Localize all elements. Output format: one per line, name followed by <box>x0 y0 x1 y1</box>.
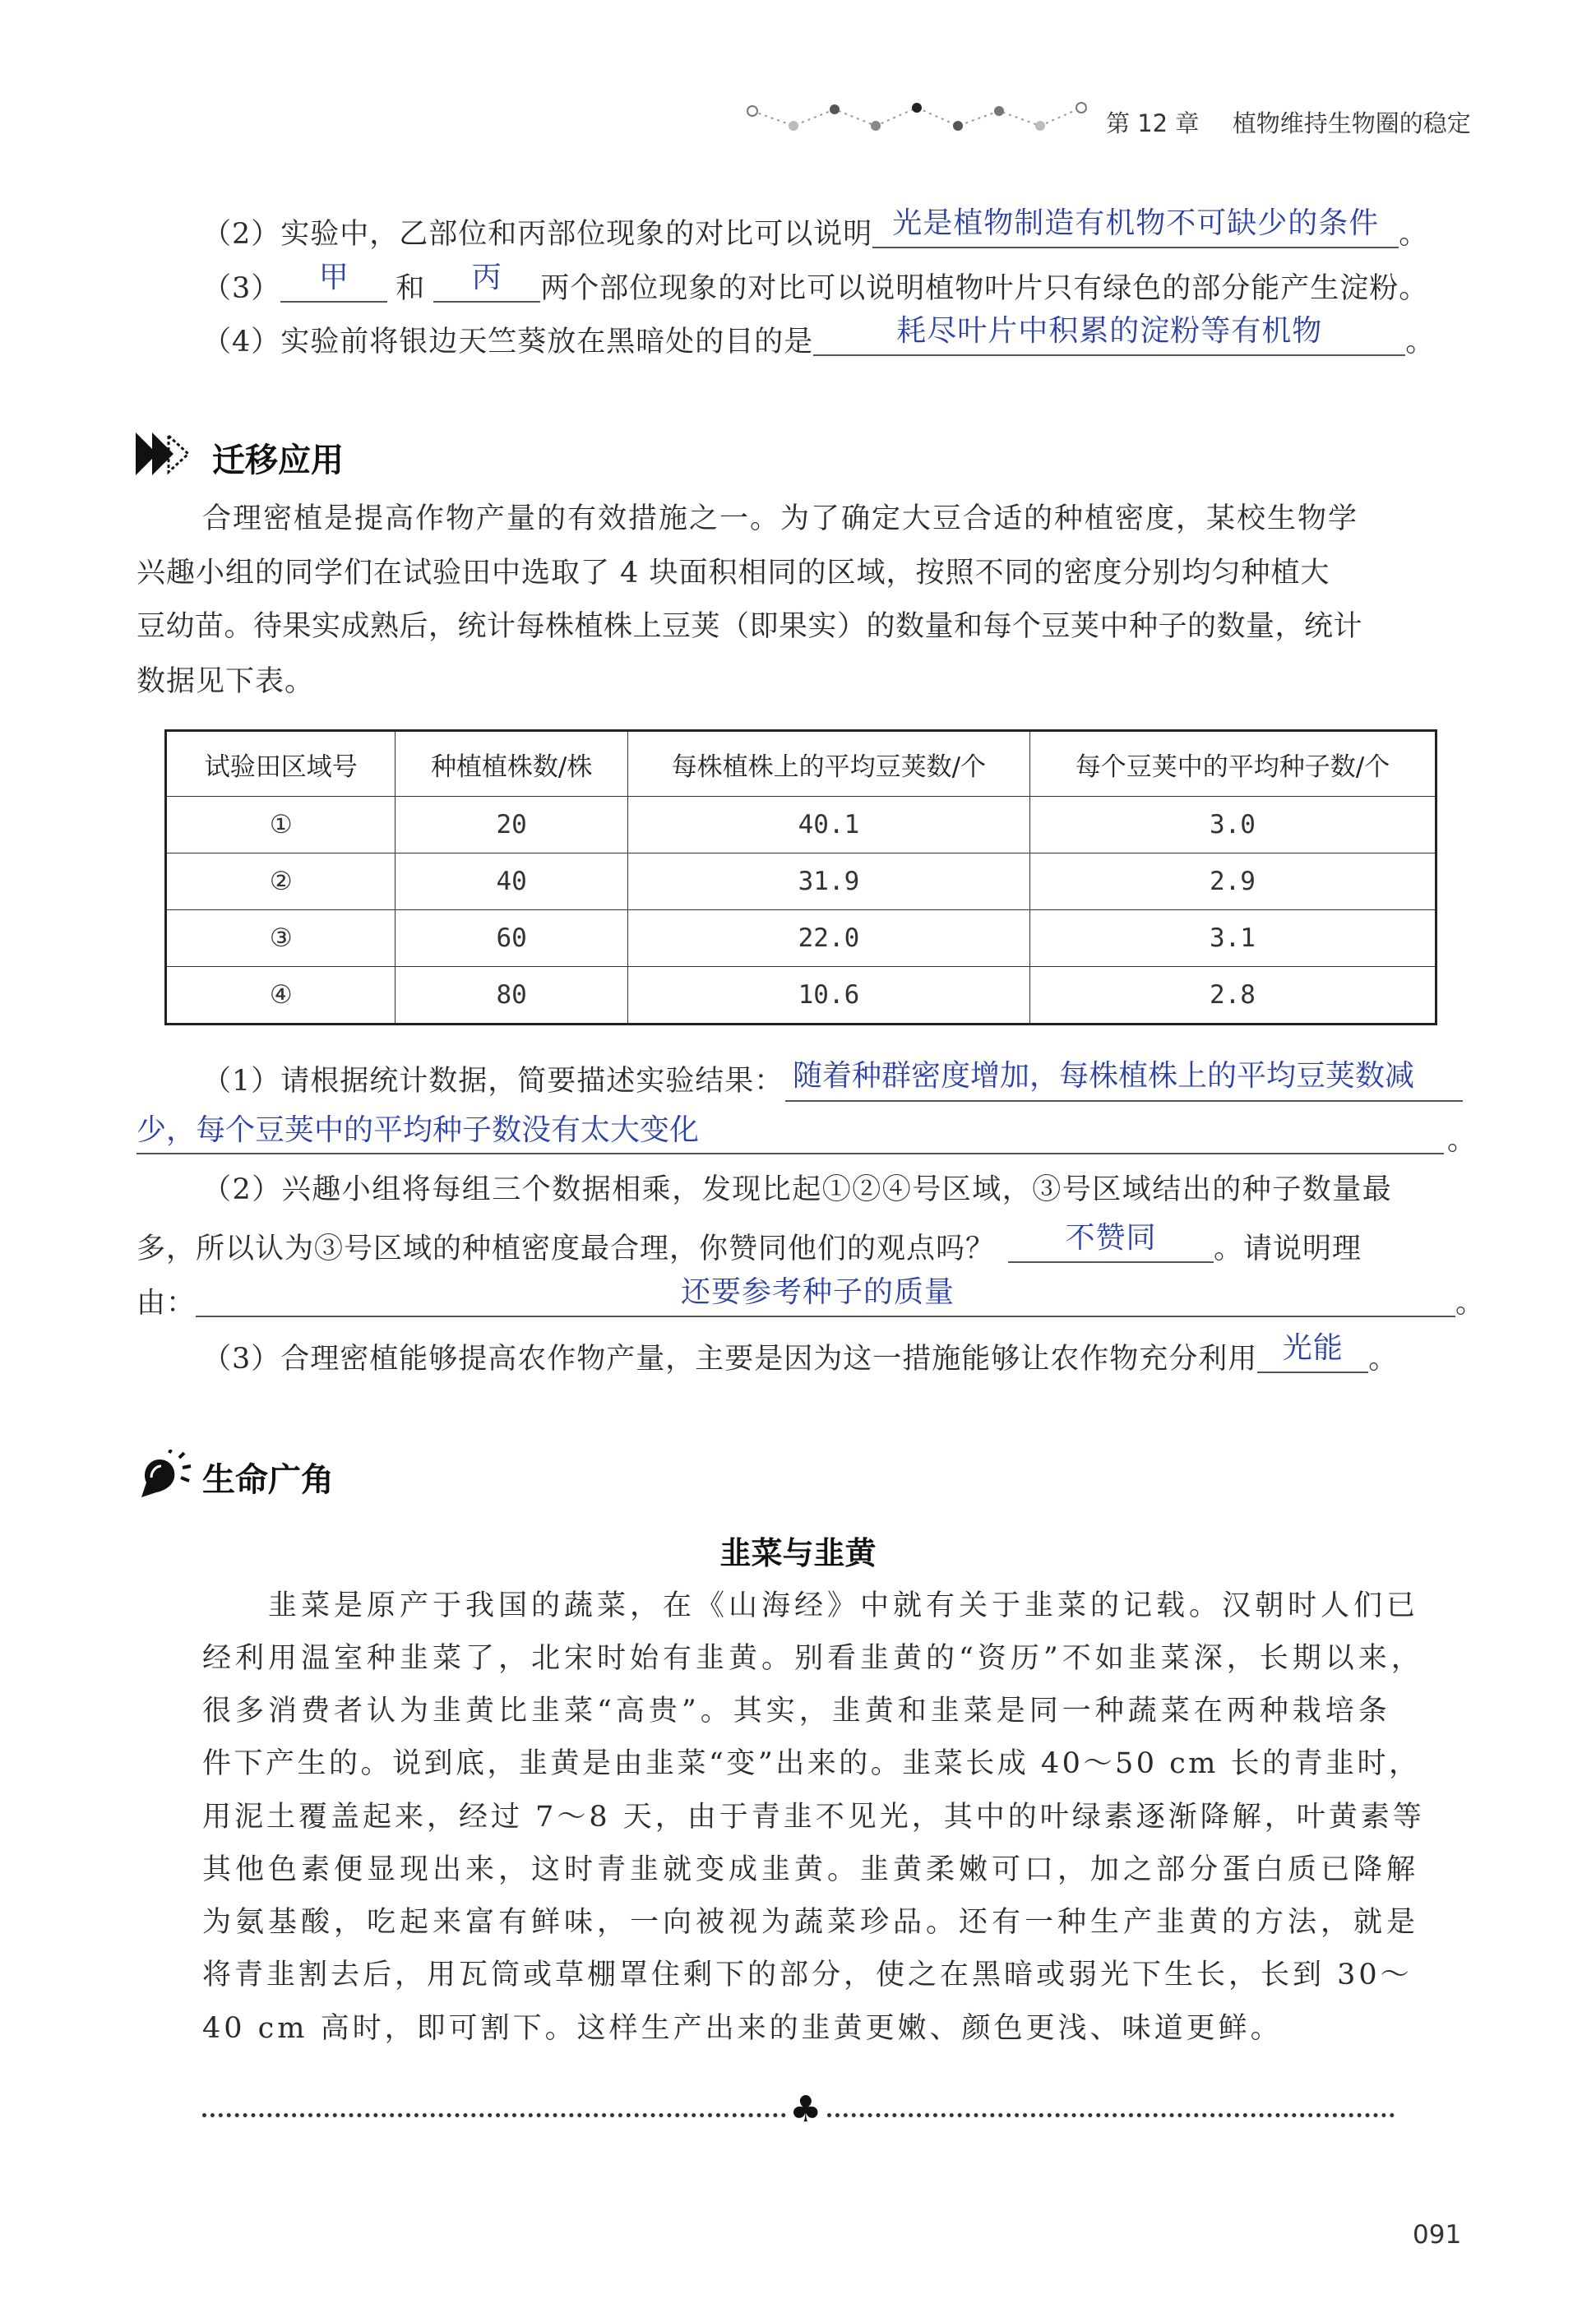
section-title-transfer: 迁移应用 <box>212 442 344 479</box>
question-4-suffix: 。 <box>1405 326 1436 358</box>
clover-icon: ♣ <box>789 2089 822 2130</box>
table-cell: ③ <box>166 910 396 967</box>
table-header-cell: 种植植株数/株 <box>396 731 627 797</box>
article-line: 经利用温室种韭菜了，北宋时始有韭黄。别看韭黄的“资历”不如韭菜深，长期以来， <box>202 1642 1424 1675</box>
answer-blank[interactable] <box>280 261 387 303</box>
transfer-question-1-text: （1）请根据统计数据，简要描述实验结果： <box>202 1065 784 1098</box>
question-4-text: （4）实验前将银边天竺葵放在黑暗处的目的是 <box>202 326 814 358</box>
chapter-header <box>1106 105 1471 139</box>
article-line: 很多消费者认为韭黄比韭菜“高贵”。其实，韭黄和韭菜是同一种蔬菜在两种栽培条 <box>202 1695 1391 1728</box>
table-row <box>166 910 1436 967</box>
transfer-question-2-line-2 <box>136 1221 1362 1265</box>
table-header-cell: 每个豆荚中的平均种子数/个 <box>1029 731 1436 797</box>
page-number: 091 <box>1413 2220 1462 2250</box>
question-3-conjunction: 和 <box>396 272 426 305</box>
table-cell: ① <box>166 797 396 853</box>
transfer-question-3-answer: 光能 <box>1282 1331 1344 1365</box>
answer-line[interactable] <box>785 1099 1463 1102</box>
table-header-cell: 每株植株上的平均豆荚数/个 <box>627 731 1029 797</box>
table-header-row <box>166 731 1436 797</box>
transfer-question-1-answer-line-1: 随着种群密度增加，每株植株上的平均豆荚数减 <box>793 1059 1415 1093</box>
table-cell: 60 <box>396 910 627 967</box>
question-3-text: 两个部位现象的对比可以说明植物叶片只有绿色的部分能产生淀粉。 <box>540 272 1429 305</box>
data-table <box>164 729 1437 1025</box>
divider-dotted-left <box>202 2113 786 2117</box>
transfer-question-2-answer: 不赞同 <box>1065 1221 1157 1255</box>
answer-blank[interactable] <box>813 314 1405 356</box>
table-cell: 22.0 <box>627 910 1029 967</box>
answer-line[interactable] <box>136 1151 1444 1154</box>
table-cell: 3.0 <box>1029 797 1436 853</box>
table-cell: 10.6 <box>627 967 1029 1025</box>
table-cell: 31.9 <box>627 853 1029 910</box>
answer-blank[interactable] <box>1008 1221 1214 1263</box>
transfer-question-2-text-suffix: 。请说明理 <box>1214 1233 1362 1265</box>
table-cell: 80 <box>396 967 627 1025</box>
transfer-question-1-suffix: 。 <box>1447 1124 1478 1157</box>
table-cell: 40.1 <box>627 797 1029 853</box>
question-2-text: （2）实验中，乙部位和丙部位现象的对比可以说明 <box>202 218 873 251</box>
table-cell: 2.9 <box>1029 853 1436 910</box>
table-cell: ④ <box>166 967 396 1025</box>
table-cell: ② <box>166 853 396 910</box>
table-cell: 20 <box>396 797 627 853</box>
section-title-life: 生命广角 <box>202 1461 334 1499</box>
transfer-question-2-line-1: （2）兴趣小组将每组三个数据相乘，发现比起①②④号区域，③号区域结出的种子数量最 <box>202 1173 1393 1206</box>
table-row <box>166 853 1436 910</box>
intro-paragraph-line: 数据见下表。 <box>136 665 315 698</box>
question-3-answer-1: 甲 <box>318 261 349 294</box>
article-line: 用泥土覆盖起来，经过 7～8 天，由于青韭不见光，其中的叶绿素逐渐降解，叶黄素等 <box>202 1801 1425 1834</box>
answer-blank[interactable] <box>433 261 540 303</box>
question-3-answer-2: 丙 <box>471 261 502 294</box>
table-header-cell: 试验田区域号 <box>166 731 396 797</box>
table-cell: 2.8 <box>1029 967 1436 1025</box>
question-4-answer: 耗尽叶片中积累的淀粉等有机物 <box>896 314 1323 348</box>
article-line: 韭菜是原产于我国的蔬菜，在《山海经》中就有关于韭菜的记载。汉朝时人们已 <box>268 1589 1420 1622</box>
article-title: 韭菜与韭黄 <box>719 1535 877 1571</box>
transfer-question-1-answer-line-2: 少，每个豆荚中的平均种子数没有太大变化 <box>136 1113 700 1147</box>
transfer-question-3-suffix: 。 <box>1368 1343 1399 1376</box>
transfer-question-2-reason-label: 由： <box>136 1287 197 1320</box>
question-4-line <box>202 314 1436 358</box>
question-2-suffix: 。 <box>1399 218 1429 251</box>
article-line: 40 cm 高时，即可割下。这样生产出来的韭黄更嫩、颜色更浅、味道更鲜。 <box>202 2012 1283 2045</box>
article-line: 其他色素便显现出来，这时青韭就变成韭黄。韭黄柔嫩可口，加之部分蛋白质已降解 <box>202 1853 1420 1886</box>
article-line: 为氨基酸，吃起来富有鲜味，一向被视为蔬菜珍品。还有一种生产韭黄的方法，就是 <box>202 1906 1420 1939</box>
table-cell: 3.1 <box>1029 910 1436 967</box>
question-3-number: （3） <box>202 272 281 305</box>
header-dots-decoration <box>744 95 1089 140</box>
table-row <box>166 797 1436 853</box>
divider-dotted-right <box>827 2113 1395 2117</box>
double-arrow-icon <box>134 429 198 479</box>
transfer-question-1-line <box>202 1067 784 1096</box>
article-line: 将青韭割去后，用瓦筒或草棚罩住剩下的部分，使之在黑暗或弱光下生长，长到 30～ <box>202 1959 1413 1991</box>
answer-blank[interactable] <box>872 206 1399 248</box>
table-row <box>166 967 1436 1025</box>
transfer-question-2-text: 多，所以认为③号区域的种植密度最合理，你赞同他们的观点吗？ <box>136 1233 996 1265</box>
transfer-question-2-reason: 还要参考种子的质量 <box>681 1275 955 1309</box>
question-2-answer: 光是植物制造有机物不可缺少的条件 <box>892 206 1380 240</box>
transfer-question-2-reason-suffix: 。 <box>1455 1287 1486 1320</box>
intro-paragraph-line: 豆幼苗。待果实成熟后，统计每株植株上豆荚（即果实）的数量和每个豆荚中种子的数量，统计 <box>136 610 1363 643</box>
intro-paragraph-line: 兴趣小组的同学们在试验田中选取了 4 块面积相同的区域，按照不同的密度分别均匀种植大 <box>136 557 1330 590</box>
chapter-title: 植物维持生物圈的稳定 <box>1232 109 1471 137</box>
chapter-number: 第 12 章 <box>1106 109 1200 137</box>
transfer-question-2-line-3 <box>136 1275 1486 1320</box>
answer-blank[interactable] <box>1257 1331 1368 1373</box>
transfer-question-3-line <box>202 1331 1399 1376</box>
answer-blank[interactable] <box>196 1275 1455 1317</box>
table-cell: 40 <box>396 853 627 910</box>
question-3-line <box>202 261 1429 305</box>
intro-paragraph-line: 合理密植是提高作物产量的有效措施之一。为了确定大豆合适的种植密度，某校生物学 <box>202 502 1359 535</box>
transfer-question-3-text: （3）合理密植能够提高农作物产量，主要是因为这一措施能够让农作物充分利用 <box>202 1343 1258 1376</box>
question-2-line <box>202 206 1429 251</box>
bulb-icon <box>136 1450 194 1501</box>
article-line: 件下产生的。说到底，韭黄是由韭菜“变”出来的。韭菜长成 40～50 cm 长的青韭时， <box>202 1747 1421 1780</box>
